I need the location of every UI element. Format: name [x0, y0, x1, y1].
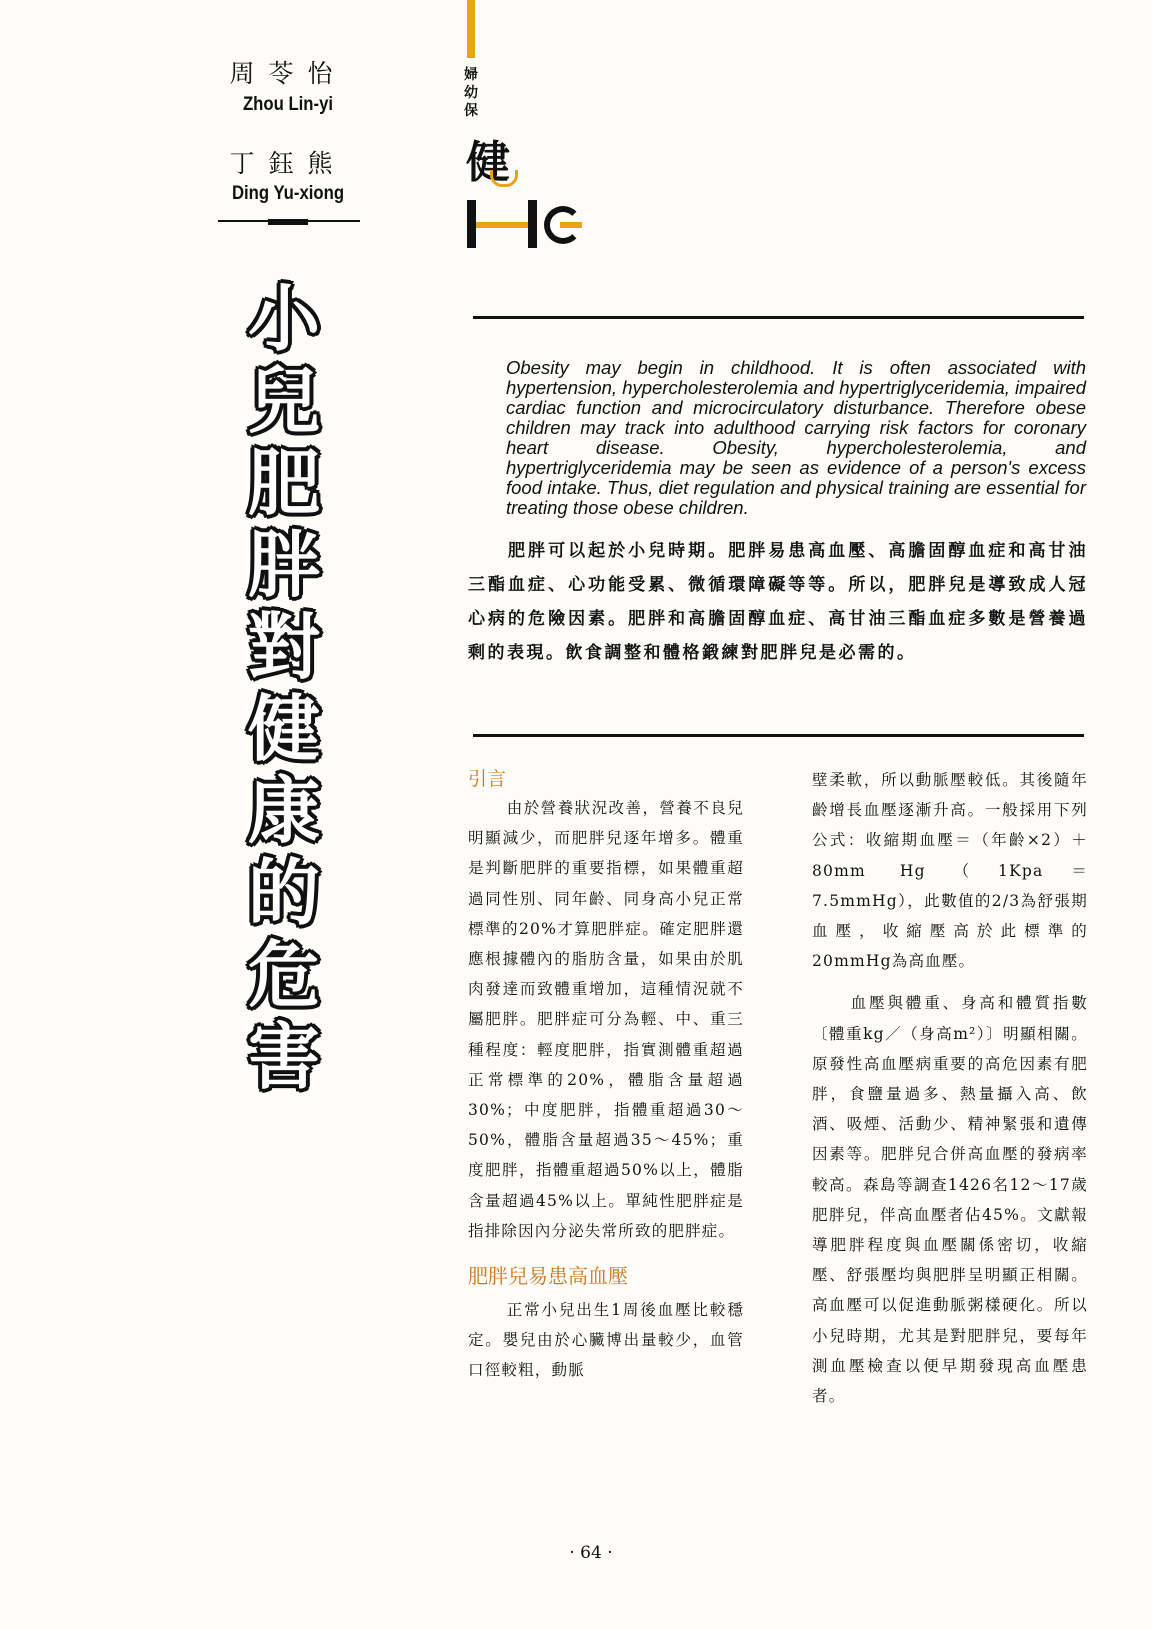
bp-paragraph-3: 血壓與體重、身高和體質指數〔體重kg／（身高m²）〕明顯相關。原發性高血壓病重要的高危因素有肥胖，食鹽量過多、熱量攝入高、飲酒、吸煙、活動少、精神緊張和遺傳因素等。肥胖兒合併高血壓的發病率較高。森島等調查1426名12～17歲肥胖兒，伴高血壓者佔45%。文獻報導肥胖程度與血壓關係密切，收縮壓、舒張壓均與肥胖呈明顯正相關。高血壓可以促進動脈粥樣硬化。所以小兒時期，尤其是對肥胖兒，要每年測血壓檢查以便早期發現高血壓患者。 — [812, 994, 1088, 1406]
column-label — [464, 66, 480, 120]
logo-h-left — [467, 200, 476, 248]
page-number: · 64 · — [569, 1543, 613, 1563]
section-heading-bp: 肥胖兒易患高血壓 — [468, 1264, 628, 1289]
title-char: 肥 — [247, 441, 320, 525]
author-1-cn: 周苓怡 — [229, 59, 347, 88]
bp-text-block-left — [468, 1295, 744, 1386]
intro-paragraph: 由於營養狀況改善，營養不良兒明顯減少，而肥胖兒逐年增多。體重是判斷肥胖的重要指標，如果體重超過同性別、同年齡、同身高小兒正常標準的20%才算肥胖症。確定肥胖還應根據體內的脂肪含量，如果由於肌肉發達而致體重增加，這種情況就不屬肥胖。肥胖症可分為輕、中、重三種程度：輕度肥胖，指實測體重超過正常標準的20%，體脂含量超過30%；中度肥胖，指體重超過30～50%，體脂含量超過35～45%；重度肥胖，指體重超過50%以上，體脂含量超過45%以上。單純性肥胖症是指排除因內分泌失常所致的肥胖症。 — [468, 799, 744, 1240]
bp-paragraph-1: 正常小兒出生1周後血壓比較穩定。嬰兒由於心臟博出量較少，血管口徑較粗，動脈 — [468, 1301, 744, 1380]
rule-top — [473, 316, 1084, 319]
intro-text-block — [468, 793, 744, 1246]
title-char: 危 — [247, 933, 320, 1017]
title-char: 害 — [247, 1015, 320, 1099]
bowl-icon — [490, 170, 518, 187]
title-char: 胖 — [247, 523, 320, 607]
abstract-chinese: 肥胖可以起於小兒時期。肥胖易患高血壓、高膽固醇血症和高甘油三酯血症、心功能受累、微循環障礙等等。所以，肥胖兒是導致成人冠心病的危險因素。肥胖和高膽固醇血症、高甘油三酯血症多數是營養過剩的表現。飲食調整和體格鍛練對肥胖兒是必需的。 — [468, 541, 1088, 663]
title-char: 對 — [247, 605, 320, 689]
title-char: 小 — [247, 277, 320, 361]
logo-c-bar — [560, 222, 582, 228]
title-char: 健 — [247, 687, 320, 771]
column-label-char: 保 — [464, 103, 478, 119]
section-heading-intro: 引言 — [468, 768, 507, 790]
author-2-en: Ding Yu-xiong — [231, 183, 345, 204]
column-big-char: 健 — [466, 137, 510, 188]
title-char: 兒 — [247, 359, 320, 443]
rule-middle — [473, 734, 1084, 737]
article-title — [238, 278, 330, 1098]
logo-h-bar — [476, 222, 528, 228]
author-1-en: Zhou Lin-yi — [242, 94, 334, 115]
logo-bar-yellow — [467, 0, 475, 58]
bp-text-block-right — [812, 765, 1088, 1411]
abstract-english — [468, 358, 1086, 518]
logo-h-right — [528, 200, 537, 248]
title-char: 康 — [247, 769, 320, 853]
author-rule-block — [268, 219, 308, 225]
column-label-char: 婦 — [464, 67, 478, 83]
author-2-cn: 丁鈺熊 — [229, 149, 347, 178]
column-label-char: 幼 — [464, 85, 478, 101]
title-char: 的 — [247, 851, 320, 935]
bp-paragraph-2: 壁柔軟，所以動脈壓較低。其後隨年齡增長血壓逐漸升高。一般採用下列公式：收縮期血壓＝（年齡×2）＋80mm Hg（1Kpa＝7.5mmHg），此數值的2/3為舒張期血壓，收縮壓高於此標準的20mmHg為高血壓。 — [812, 771, 1088, 971]
body-column-right — [812, 765, 1088, 1411]
body-column-left — [468, 764, 744, 1386]
abstract-english-text: Obesity may begin in childhood. It is often associated with hypertension, hypercholesterolemia and hypertriglyceridemia, impaired cardiac function and microcirculatory disturbance. Therefore obese children may track into adulthood carrying risk factors for coronary heart disease. Obesity, hypercholesterolemia, and hypertriglyceridemia may be seen as evidence of a person's excess food intake. Thus, diet regulation and physical training are essential for treating those obese children. — [506, 357, 1086, 518]
